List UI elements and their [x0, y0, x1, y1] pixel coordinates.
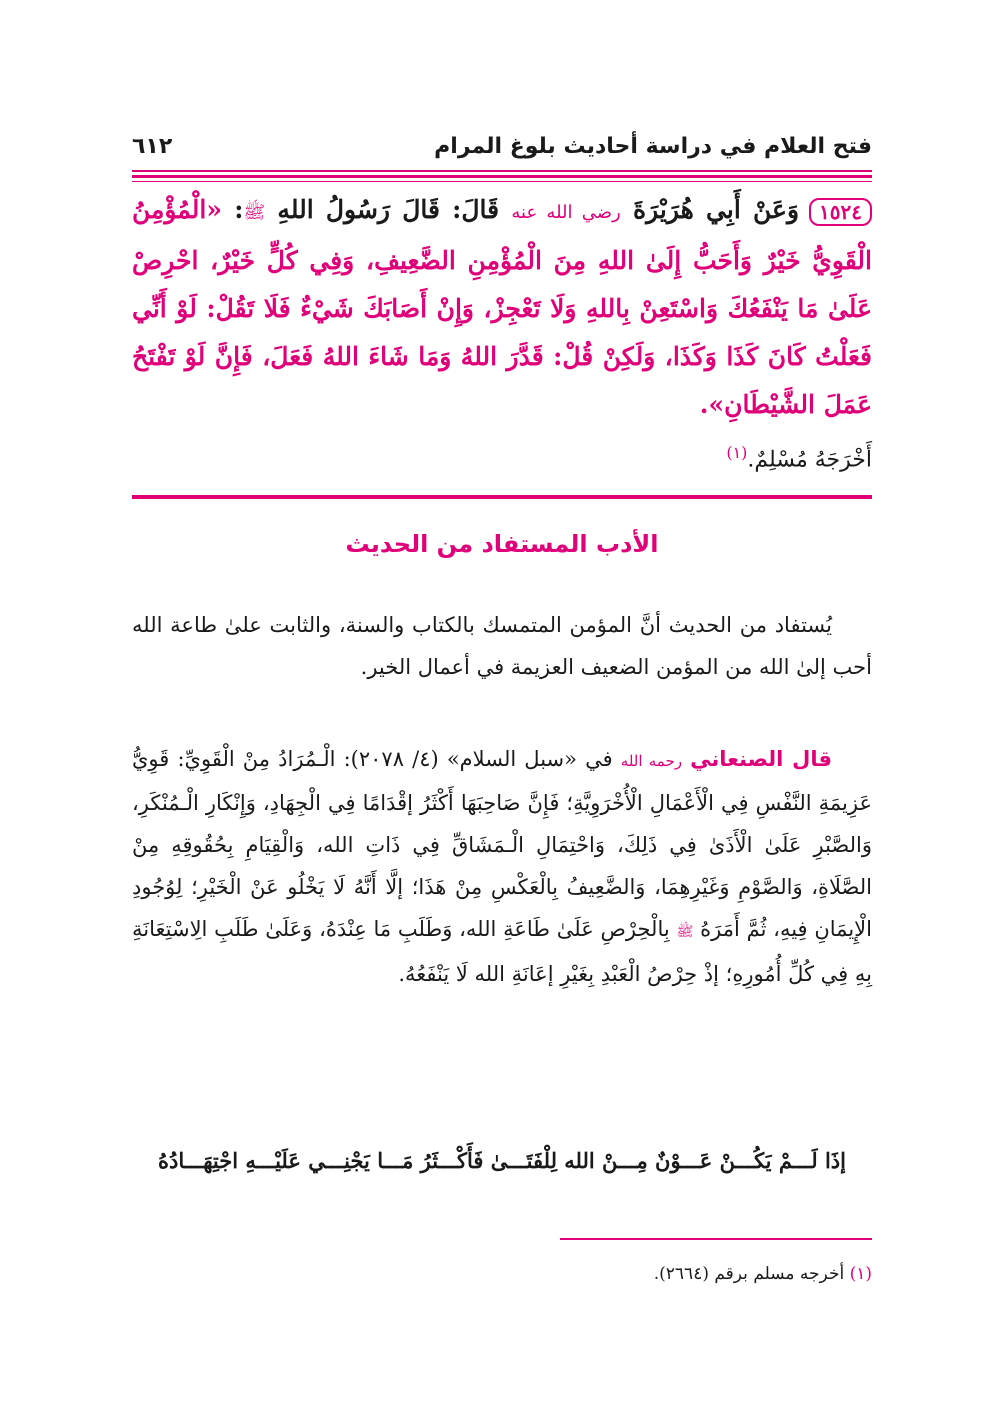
paragraph-sanani: [132, 738, 872, 995]
footnote-separator: [560, 1238, 872, 1240]
paragraph-benefit: يُستفاد من الحديث أنَّ المؤمن المتمسك بالكتاب والسنة، والثابت علىٰ طاعة الله أحب إلىٰ الله من المؤمن الضعيف العزيمة في أعمال الخير.: [132, 613, 872, 679]
footnote: [132, 1264, 872, 1284]
hadith-source: [132, 429, 872, 484]
sanani-quote-part2: بِالْحِرْصِ عَلَىٰ طَاعَةِ الله، وَطَلَبِ مَا عِنْدَهُ، وَعَلَىٰ طَلَبِ الِاسْتِعَانَةِ بِهِ فِي كُلِّ أُمُورِهِ؛ إذْ حِرْصُ الْعَبْدِ بِغَيْرِ إعَانَةِ الله لَا يَنْفَعُهُ.: [132, 917, 872, 986]
footnote-text: أخرجه مسلم برقم (٢٦٦٤).: [653, 1264, 845, 1284]
hadith-block: ١٥٢٤وَعَنْ أَبِي هُرَيْرَةَ رضي الله عنه قَالَ: قَالَ رَسُولُ اللهِ ﷺ: «الْمُؤْمِنُ الْقَوِيُّ خَيْرٌ وَأَحَبُّ إِلَىٰ اللهِ مِنَ الْمُؤْمِنِ الضَّعِيفِ، وَفِي كُلٍّ خَيْرٌ، احْرِصْ عَلَىٰ مَا يَنْفَعُكَ وَاسْتَعِنْ بِاللهِ وَلَا تَعْجِزْ، وَإِنْ أَصَابَكَ شَيْءٌ فَلَا تَقُلْ: لَوْ أَنِّي فَعَلْتُ كَانَ كَذَا وَكَذَا، وَلَكِنْ قُلْ: قَدَّرَ اللهُ وَمَا شَاءَ اللهُ فَعَلَ، فَإِنَّ لَوْ تَفْتَحُ عَمَلَ الشَّيْطَانِ». أَخْرَجَهُ مُسْلِمٌ.$^{(١)}$: [132, 186, 872, 484]
section-divider: [132, 495, 872, 499]
book-title: فتح العلام في دراسة أحاديث بلوغ المرام: [434, 134, 872, 159]
hadith-said: قَالَ: قَالَ رَسُولُ اللهِ: [277, 195, 500, 224]
prophet-salute: ﷺ: [243, 202, 266, 223]
poem-hemistich-second: فَأَكْـــثَرُ مَـــا يَجْنِـــي عَلَيْـــهِ اجْتِهَـــادُهُ: [158, 1148, 484, 1173]
hadith-intro: وَعَنْ أَبِي هُرَيْرَةَ: [632, 195, 800, 224]
hadith-source-text: أَخْرَجَهُ مُسْلِمٌ.: [747, 447, 872, 473]
footnote-number: (١): [849, 1264, 872, 1284]
hadith-number: ١٥٢٤: [809, 198, 872, 226]
poem-hemistich-first: إذَا لَـــمْ يَكُـــنْ عَـــوْنٌ مِـــنْ الله لِلْفَتَـــىٰ: [490, 1148, 846, 1173]
header-rule-middle: [132, 175, 872, 178]
sanani-quote-part1: في «سبل السلام» (٤/ ٢٠٧٨): الْـمُرَادُ مِنْ الْقَوِيِّ: قَوِيُّ عَزِيمَةِ النَّفْسِ فِي الْأَعْمَالِ الْأُخْرَوِيَّةِ؛ فَإِنَّ صَاحِبَهَا أَكْثَرُ إقْدَامًا فِي الْجِهَادِ، وَإِنْكَارِ الْـمُنْكَرِ، وَالصَّبْرِ عَلَىٰ الْأَذَىٰ فِي ذَلِكَ، وَاحْتِمَالِ الْـمَشَاقِّ فِي ذَاتِ الله، وَالْقِيَامِ بِحُقُوقِهِ مِنْ الصَّلَاةِ، وَالصَّوْمِ وَغَيْرِهِمَا، وَالضَّعِيفُ بِالْعَكْسِ مِنْ هَذَا؛ إلَّا أَنَّهُ لَا يَخْلُو عَنْ الْخَيْرِ؛ لِوُجُودِ الْإِيمَانِ فِيهِ، ثُمَّ أَمَرَهُ: [132, 747, 872, 941]
hadith-text: «الْمُؤْمِنُ الْقَوِيُّ خَيْرٌ وَأَحَبُّ إِلَىٰ اللهِ مِنَ الْمُؤْمِنِ الضَّعِيفِ، وَفِي كُلٍّ خَيْرٌ، احْرِصْ عَلَىٰ مَا يَنْفَعُكَ وَاسْتَعِنْ بِاللهِ وَلَا تَعْجِزْ، وَإِنْ أَصَابَكَ شَيْءٌ فَلَا تَقُلْ: لَوْ أَنِّي فَعَلْتُ كَانَ كَذَا وَكَذَا، وَلَكِنْ قُلْ: قَدَّرَ اللهُ وَمَا شَاءَ اللهُ فَعَلَ، فَإِنَّ لَوْ تَفْتَحُ عَمَلَ الشَّيْطَانِ».: [132, 195, 872, 419]
prophet-salute-2: ﷺ: [676, 924, 694, 940]
narrator-salute: رضي الله عنه: [511, 202, 621, 223]
page-header: [132, 128, 872, 170]
section-title: الأدب المستفاد من الحديث: [345, 530, 659, 558]
page-number: ٦١٢: [132, 134, 173, 159]
header-rule-bottom: [132, 181, 872, 182]
header-rule-top: [132, 170, 872, 172]
rahimahu-allah: رحمه الله: [620, 752, 682, 770]
poem-verse: [132, 1148, 872, 1192]
speaker-name: قال الصنعاني: [690, 747, 832, 771]
footnote-ref[interactable]: (١): [726, 443, 748, 462]
